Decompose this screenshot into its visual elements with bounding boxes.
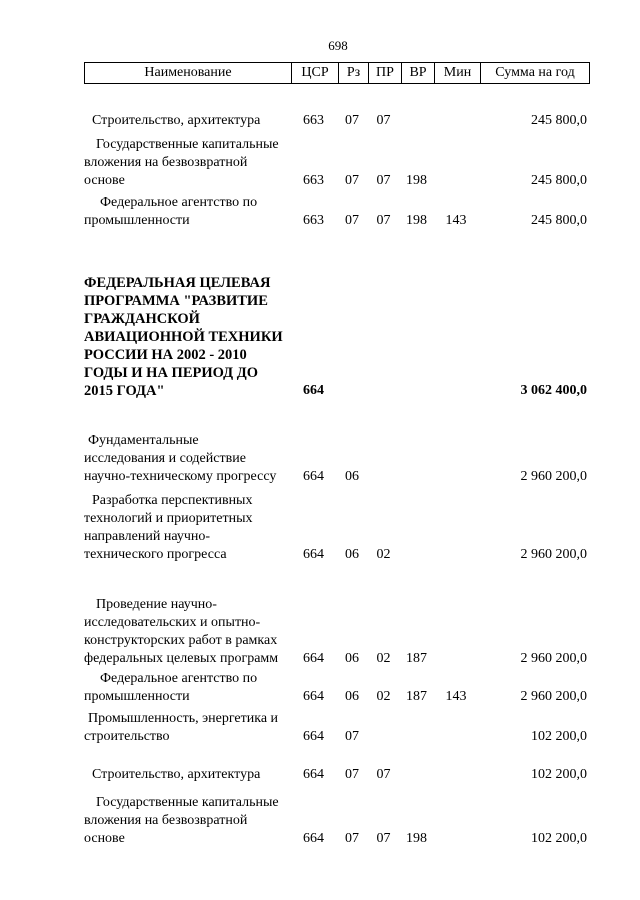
row-csr: 664 — [303, 831, 324, 846]
row-name: Строительство, архитектура — [92, 113, 261, 128]
table-row — [84, 275, 590, 400]
table-row — [84, 576, 590, 668]
row-csr: 664 — [303, 547, 324, 562]
row-sum: 245 800,0 — [531, 173, 587, 188]
table-row — [84, 134, 590, 190]
row-sum: 3 062 400,0 — [520, 383, 587, 398]
row-name: Строительство, архитектура — [92, 767, 261, 782]
header-min: Мин — [434, 63, 480, 83]
row-sum: 102 200,0 — [531, 831, 587, 846]
table-row — [84, 764, 590, 784]
row-rz: 07 — [345, 729, 359, 744]
row-min: 143 — [445, 689, 467, 704]
header-pr: ПР — [368, 63, 401, 83]
row-name: Федеральное агентство по промышленности — [84, 195, 258, 228]
row-pr: 02 — [376, 689, 391, 704]
row-vr: 198 — [406, 213, 427, 228]
row-vr: 187 — [406, 689, 427, 704]
row-vr: 187 — [406, 651, 427, 666]
header-vr: ВР — [401, 63, 434, 83]
table-row — [84, 110, 590, 130]
row-sum: 245 800,0 — [531, 213, 587, 228]
row-pr: 07 — [376, 213, 391, 228]
header-csr: ЦСР — [291, 63, 338, 83]
row-rz: 07 — [345, 767, 359, 782]
row-name: Государственные капитальные вложения на безвозвратной основе — [84, 137, 279, 188]
row-rz: 07 — [345, 173, 359, 188]
header-name: Наименование — [144, 65, 232, 80]
row-csr: 664 — [303, 689, 324, 704]
row-pr: 02 — [376, 547, 391, 562]
row-sum: 2 960 200,0 — [520, 651, 587, 666]
row-pr: 07 — [376, 831, 391, 846]
row-rz: 07 — [345, 213, 359, 228]
table-row — [84, 670, 590, 706]
header-sum: Сумма на год — [480, 63, 589, 83]
row-pr: 07 — [376, 767, 391, 782]
row-rz: 06 — [345, 651, 359, 666]
row-pr: 07 — [376, 173, 391, 188]
header-rz: Рз — [338, 63, 368, 83]
row-vr: 198 — [406, 173, 427, 188]
page-number: 698 — [328, 38, 348, 53]
row-rz: 06 — [345, 689, 359, 704]
row-rz: 06 — [345, 469, 359, 484]
row-sum: 2 960 200,0 — [520, 547, 587, 562]
row-name: Государственные капитальные вложения на безвозвратной основе — [84, 795, 279, 846]
table-row — [84, 412, 590, 486]
row-csr: 664 — [303, 651, 324, 666]
row-name: Фундаментальные исследования и содействие научно-техническому прогрессу — [84, 433, 277, 484]
table-row — [84, 792, 590, 848]
row-rz: 07 — [345, 113, 359, 128]
row-sum: 2 960 200,0 — [520, 469, 587, 484]
row-rz: 06 — [345, 547, 359, 562]
row-name: Проведение научно-исследовательских и опытно-конструкторских работ в рамках федеральных целевых программ — [84, 597, 279, 666]
row-name: Федеральное агентство по промышленности — [84, 671, 258, 704]
row-name: Промышленность, энергетика и строительство — [84, 711, 279, 744]
row-csr: 664 — [303, 383, 324, 398]
row-csr: 663 — [303, 173, 324, 188]
row-sum: 102 200,0 — [531, 729, 587, 744]
row-vr: 198 — [406, 831, 427, 846]
row-csr: 664 — [303, 729, 324, 744]
row-sum: 102 200,0 — [531, 767, 587, 782]
row-csr: 664 — [303, 469, 324, 484]
row-sum: 2 960 200,0 — [520, 689, 587, 704]
row-min: 143 — [445, 213, 467, 228]
row-csr: 664 — [303, 767, 324, 782]
table-header — [84, 62, 590, 84]
row-name: ФЕДЕРАЛЬНАЯ ЦЕЛЕВАЯ ПРОГРАММА "РАЗВИТИЕ ГРАЖДАНСКОЙ АВИАЦИОННОЙ ТЕХНИКИ РОССИИ НА 2002 - 2010 ГОДЫ И НА ПЕРИОД ДО 2015 ГОДА" — [84, 275, 283, 399]
row-rz: 07 — [345, 831, 359, 846]
row-sum: 245 800,0 — [531, 113, 587, 128]
row-pr: 07 — [376, 113, 391, 128]
row-name: Разработка перспективных технологий и приоритетных направлений научно-технического прогресса — [84, 493, 253, 562]
table-row — [84, 710, 590, 746]
row-pr: 02 — [376, 651, 391, 666]
table-row — [84, 492, 590, 564]
row-csr: 663 — [303, 213, 324, 228]
row-csr: 663 — [303, 113, 324, 128]
table-row — [84, 194, 590, 230]
